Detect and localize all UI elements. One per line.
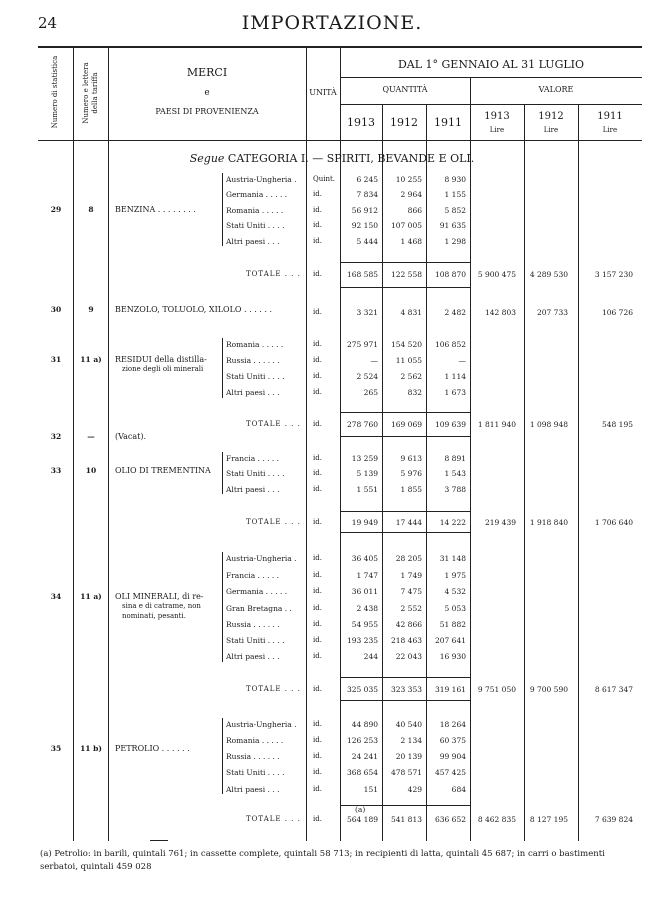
period-rule bbox=[340, 77, 642, 78]
merci-header: MERCI bbox=[186, 66, 228, 79]
qty-1912-cell: 478 571 bbox=[390, 768, 422, 777]
qty-1913-cell: 193 235 bbox=[346, 636, 378, 645]
qty-1912-cell: 5 976 bbox=[400, 469, 422, 478]
qty-1912-cell: 9 613 bbox=[400, 454, 422, 463]
qty-1913-cell: 24 241 bbox=[351, 752, 378, 761]
total-underline bbox=[340, 287, 470, 288]
value-1913-cell: 142 803 bbox=[484, 308, 516, 317]
tariff-8: 8 bbox=[88, 205, 94, 214]
unit-cell: id. bbox=[313, 190, 322, 198]
country-name: Francia . . . . . bbox=[226, 571, 280, 580]
group-bracket bbox=[222, 452, 223, 494]
value-1911-cell: 106 726 bbox=[601, 308, 633, 317]
country-name: Russia . . . . . . bbox=[226, 620, 280, 629]
item-benzolo: BENZOLO, TOLUOLO, XILOLO . . . . . . bbox=[115, 305, 272, 314]
country-name: Altri paesi . . . bbox=[226, 388, 280, 397]
unit-cell: id. bbox=[313, 237, 322, 245]
qty-1912-cell: 1 855 bbox=[400, 485, 422, 494]
country-name: Austria-Ungheria . bbox=[226, 554, 297, 563]
value-1911-cell: 548 195 bbox=[601, 420, 633, 429]
total-label: TOTALE . . . bbox=[246, 420, 301, 428]
merci-e: e bbox=[204, 88, 210, 98]
qty-1912-cell: 2 964 bbox=[400, 190, 422, 199]
qty-1911-cell: 684 bbox=[451, 785, 466, 794]
unit-cell: id. bbox=[313, 620, 322, 628]
unit-cell: id. bbox=[313, 454, 322, 462]
item-vacat: (Vacat). bbox=[115, 432, 147, 441]
qty-1911-cell: 4 532 bbox=[444, 587, 466, 596]
value-1911-cell: 8 617 347 bbox=[594, 685, 633, 694]
qty-1912-cell: 1 749 bbox=[400, 571, 422, 580]
col-divider-1 bbox=[73, 46, 74, 841]
country-name: Stati Uniti . . . . bbox=[226, 469, 285, 478]
value-1911-cell: 1 706 640 bbox=[594, 518, 633, 527]
footnote-line-1: (a) Petrolio: in barili, quintali 761; in cassette complete, quintali 58 713; in recipienti di latta, quintali 45 687; in carri o bastimenti bbox=[40, 849, 605, 859]
qty-1911-cell: 1 543 bbox=[444, 469, 466, 478]
qty-1911-cell: 51 882 bbox=[439, 620, 466, 629]
qty-1912-cell: 2 134 bbox=[400, 736, 422, 745]
item-petrolio: PETROLIO . . . . . . bbox=[115, 744, 190, 753]
qty-1911-cell: 1 155 bbox=[444, 190, 466, 199]
tariff-11a-residui: 11 a) bbox=[80, 355, 102, 364]
group-bracket bbox=[222, 718, 223, 794]
total-rule bbox=[340, 412, 470, 413]
qty-1913-cell: — bbox=[370, 356, 378, 365]
col-divider-3 bbox=[306, 46, 307, 841]
qty-1913-cell: 278 760 bbox=[346, 420, 378, 429]
item-residui-line2: zione degli oli minerali bbox=[122, 365, 204, 373]
total-label: TOTALE . . . bbox=[246, 815, 301, 823]
qty-1912-cell: 122 558 bbox=[390, 270, 422, 279]
unit-cell: id. bbox=[313, 221, 322, 229]
total-underline bbox=[340, 532, 470, 533]
qty-1912-cell: 429 bbox=[407, 785, 422, 794]
lire-label-1912: Lire bbox=[543, 126, 559, 134]
country-name: Romania . . . . . bbox=[226, 340, 284, 349]
country-name: Germania . . . . . bbox=[226, 190, 288, 199]
country-name: Altri paesi . . . bbox=[226, 237, 280, 246]
unit-cell: id. bbox=[313, 340, 322, 348]
stat-number-31: 31 bbox=[50, 355, 62, 364]
qty-1913-cell: 151 bbox=[363, 785, 378, 794]
country-name: Altri paesi . . . bbox=[226, 785, 280, 794]
qty-year-1913: 1913 bbox=[347, 116, 375, 129]
value-1912-cell: 8 127 195 bbox=[529, 815, 568, 824]
qty-1912-cell: 2 552 bbox=[400, 604, 422, 613]
qty-1913-cell: 54 955 bbox=[351, 620, 378, 629]
qty-1912-cell: 7 475 bbox=[400, 587, 422, 596]
qty-1911-cell: 8 930 bbox=[444, 175, 466, 184]
tariff-9: 9 bbox=[88, 305, 94, 314]
country-name: Altri paesi . . . bbox=[226, 652, 280, 661]
item-residui: RESIDUI della distilla- bbox=[115, 355, 207, 364]
col-divider-9 bbox=[578, 104, 579, 841]
tariff-header-line2: della tariffa bbox=[91, 72, 99, 114]
country-name: Romania . . . . . bbox=[226, 206, 284, 215]
qty-1913-cell: 1 747 bbox=[356, 571, 378, 580]
unit-cell: id. bbox=[313, 518, 322, 526]
country-name: Stati Uniti . . . . bbox=[226, 636, 285, 645]
total-rule bbox=[340, 511, 470, 512]
qty-1912-cell: 20 139 bbox=[395, 752, 422, 761]
years-rule bbox=[340, 104, 642, 105]
qty-1911-cell: 457 425 bbox=[434, 768, 466, 777]
qty-1911-cell: 5 852 bbox=[444, 206, 466, 215]
value-1913-cell: 1 811 940 bbox=[477, 420, 516, 429]
qty-1911-cell: 31 148 bbox=[439, 554, 466, 563]
unit-cell: id. bbox=[313, 768, 322, 776]
qty-1912-cell: 1 468 bbox=[400, 237, 422, 246]
stat-number-header: Numero di statistica bbox=[51, 55, 59, 129]
country-name: Germania . . . . . bbox=[226, 587, 288, 596]
unit-cell: id. bbox=[313, 720, 322, 728]
qty-1913-cell: 19 949 bbox=[351, 518, 378, 527]
qty-1913-cell: 13 259 bbox=[351, 454, 378, 463]
stat-number-34: 34 bbox=[50, 592, 62, 601]
qty-1913-cell: 5 139 bbox=[356, 469, 378, 478]
period-header: DAL 1° GENNAIO AL 31 LUGLIO bbox=[397, 58, 585, 71]
qty-1911-cell: 14 222 bbox=[439, 518, 466, 527]
qty-1912-cell: 40 540 bbox=[395, 720, 422, 729]
unit-cell: id. bbox=[313, 736, 322, 744]
qty-1913-cell: 7 834 bbox=[356, 190, 378, 199]
unit-cell: id. bbox=[313, 685, 322, 693]
qty-1913-cell: 36 405 bbox=[351, 554, 378, 563]
category-prefix: Segue bbox=[189, 152, 225, 165]
group-bracket bbox=[222, 173, 223, 246]
tariff-header bbox=[82, 52, 100, 134]
unit-cell: id. bbox=[313, 652, 322, 660]
lire-label-1911: Lire bbox=[602, 126, 618, 134]
qty-1911-cell: 16 930 bbox=[439, 652, 466, 661]
page-number: 24 bbox=[38, 14, 58, 32]
qty-1912-cell: 28 205 bbox=[395, 554, 422, 563]
qty-1911-cell: 91 635 bbox=[439, 221, 466, 230]
tariff-11a-oli: 11 a) bbox=[80, 592, 102, 601]
qty-1911-cell: 1 673 bbox=[444, 388, 466, 397]
col-divider-7 bbox=[470, 77, 471, 841]
qty-1911-cell: 1 114 bbox=[444, 372, 466, 381]
page-title: IMPORTAZIONE. bbox=[241, 12, 423, 34]
unit-cell: id. bbox=[313, 815, 322, 823]
country-name: Stati Uniti . . . . bbox=[226, 221, 285, 230]
category-name: CATEGORIA I. — SPIRITI, BEVANDE E OLI. bbox=[227, 152, 475, 165]
country-name: Austria-Ungheria . bbox=[226, 175, 297, 184]
country-name: Russia . . . . . . bbox=[226, 356, 280, 365]
qty-1913-cell: 2 438 bbox=[356, 604, 378, 613]
qty-1911-cell: 109 639 bbox=[434, 420, 466, 429]
val-year-1912: 1912 bbox=[538, 111, 564, 122]
total-label: TOTALE . . . bbox=[246, 685, 301, 693]
qty-1913-cell: 275 971 bbox=[346, 340, 378, 349]
qty-1913-cell: 265 bbox=[363, 388, 378, 397]
qty-1913-cell: 92 150 bbox=[351, 221, 378, 230]
total-underline bbox=[340, 700, 470, 701]
country-name: Romania . . . . . bbox=[226, 736, 284, 745]
qty-1912-cell: 541 813 bbox=[390, 815, 422, 824]
qty-1913-cell: 1 551 bbox=[356, 485, 378, 494]
qty-1912-cell: 4 831 bbox=[400, 308, 422, 317]
qty-1911-cell: 5 053 bbox=[444, 604, 466, 613]
qty-1913-cell: 2 524 bbox=[356, 372, 378, 381]
group-bracket bbox=[222, 338, 223, 398]
qty-1912-cell: 107 005 bbox=[390, 221, 422, 230]
stat-number-33: 33 bbox=[50, 466, 62, 475]
stat-number-30: 30 bbox=[50, 305, 62, 314]
country-name: Stati Uniti . . . . bbox=[226, 768, 285, 777]
unit-cell: id. bbox=[313, 571, 322, 579]
paesi-header: PAESI DI PROVENIENZA bbox=[155, 107, 259, 116]
footnote-rule bbox=[150, 840, 168, 841]
unit-cell: id. bbox=[313, 308, 322, 316]
value-1912-cell: 1 098 948 bbox=[529, 420, 568, 429]
unit-cell: id. bbox=[313, 356, 322, 364]
value-1912-cell: 207 733 bbox=[536, 308, 568, 317]
qty-1913-cell: 368 654 bbox=[346, 768, 378, 777]
qty-1911-cell: 1 975 bbox=[444, 571, 466, 580]
unit-cell: id. bbox=[313, 587, 322, 595]
footnote-line-2: serbatoi, quintali 459 028 bbox=[40, 862, 152, 872]
qty-1911-cell: 60 375 bbox=[439, 736, 466, 745]
qty-1911-cell: 3 788 bbox=[444, 485, 466, 494]
qty-1912-cell: 169 069 bbox=[390, 420, 422, 429]
group-bracket bbox=[222, 552, 223, 662]
item-oli-minerali: OLI MINERALI, di re- bbox=[115, 592, 204, 601]
value-1913-cell: 9 751 050 bbox=[477, 685, 516, 694]
qty-1911-cell: 18 264 bbox=[439, 720, 466, 729]
unit-cell: id. bbox=[313, 604, 322, 612]
col-divider-2 bbox=[108, 46, 109, 841]
total-underline bbox=[340, 436, 470, 437]
total-label: TOTALE . . . bbox=[246, 518, 301, 526]
valore-header: VALORE bbox=[538, 85, 574, 94]
qty-1912-cell: 17 444 bbox=[395, 518, 422, 527]
qty-1912-cell: 2 562 bbox=[400, 372, 422, 381]
unit-cell: id. bbox=[313, 485, 322, 493]
unit-cell: id. bbox=[313, 469, 322, 477]
qty-1912-cell: 42 866 bbox=[395, 620, 422, 629]
qty-1911-cell: 8 891 bbox=[444, 454, 466, 463]
qty-year-1912: 1912 bbox=[390, 116, 418, 129]
item-trementina: OLIO DI TREMENTINA bbox=[115, 466, 211, 475]
tariff-10: 10 bbox=[85, 466, 97, 475]
quantita-header: QUANTITÀ bbox=[382, 85, 428, 94]
country-name: Russia . . . . . . bbox=[226, 752, 280, 761]
qty-1913-cell: 564 189 bbox=[346, 815, 378, 824]
qty-1911-cell: 207 641 bbox=[434, 636, 466, 645]
total-rule bbox=[340, 262, 470, 263]
unit-cell: id. bbox=[313, 420, 322, 428]
category-heading bbox=[0, 152, 664, 165]
stat-number-35: 35 bbox=[50, 744, 62, 753]
item-benzina: BENZINA . . . . . . . . bbox=[115, 205, 196, 214]
country-name: Altri paesi . . . bbox=[226, 485, 280, 494]
qty-1912-cell: 154 520 bbox=[390, 340, 422, 349]
unit-cell: id. bbox=[313, 554, 322, 562]
country-name: Stati Uniti . . . . bbox=[226, 372, 285, 381]
qty-1913-cell: 3 321 bbox=[356, 308, 378, 317]
country-name: Gran Bretagna . . bbox=[226, 604, 292, 613]
value-1911-cell: 3 157 230 bbox=[594, 270, 633, 279]
tariff-11b: 11 b) bbox=[80, 744, 102, 753]
qty-1913-cell: 325 035 bbox=[346, 685, 378, 694]
value-1912-cell: 1 918 840 bbox=[529, 518, 568, 527]
qty-1913-cell: 44 890 bbox=[351, 720, 378, 729]
qty-1912-cell: 218 463 bbox=[390, 636, 422, 645]
unit-cell: id. bbox=[313, 636, 322, 644]
country-name: Francia . . . . . bbox=[226, 454, 280, 463]
stat-number-32: 32 bbox=[50, 432, 62, 441]
val-year-1911: 1911 bbox=[597, 111, 623, 122]
qty-year-1911: 1911 bbox=[434, 116, 462, 129]
val-year-1913: 1913 bbox=[484, 111, 510, 122]
col-divider-8 bbox=[524, 104, 525, 841]
qty-1911-cell: 108 870 bbox=[434, 270, 466, 279]
qty-1913-cell: 126 253 bbox=[346, 736, 378, 745]
qty-1912-cell: 10 255 bbox=[395, 175, 422, 184]
qty-1911-cell: 106 852 bbox=[434, 340, 466, 349]
value-1912-cell: 9 700 590 bbox=[529, 685, 568, 694]
qty-1913-cell: 244 bbox=[363, 652, 378, 661]
lire-label-1913: Lire bbox=[489, 126, 505, 134]
qty-1913-cell: 6 245 bbox=[356, 175, 378, 184]
note-marker: (a) bbox=[355, 805, 366, 814]
item-oli-minerali-line3: nominati, pesanti. bbox=[122, 612, 186, 620]
qty-1913-cell: 168 585 bbox=[346, 270, 378, 279]
qty-1912-cell: 866 bbox=[407, 206, 422, 215]
value-1913-cell: 219 439 bbox=[484, 518, 516, 527]
total-label: TOTALE . . . bbox=[246, 270, 301, 278]
qty-1911-cell: 319 161 bbox=[434, 685, 466, 694]
qty-1913-cell: 36 011 bbox=[351, 587, 378, 596]
qty-1912-cell: 22 043 bbox=[395, 652, 422, 661]
unit-cell: id. bbox=[313, 388, 322, 396]
unit-cell: id. bbox=[313, 752, 322, 760]
country-name: Austria-Ungheria . bbox=[226, 720, 297, 729]
tariff-vacat: — bbox=[87, 432, 95, 441]
unit-cell: id. bbox=[313, 270, 322, 278]
qty-1911-cell: 636 652 bbox=[434, 815, 466, 824]
total-rule bbox=[340, 677, 470, 678]
unita-header: UNITÀ bbox=[309, 88, 337, 97]
qty-1913-cell: 5 444 bbox=[356, 237, 378, 246]
unit-cell: id. bbox=[313, 785, 322, 793]
qty-1911-cell: 2 482 bbox=[444, 308, 466, 317]
qty-1912-cell: 11 055 bbox=[395, 356, 422, 365]
qty-1911-cell: 99 904 bbox=[439, 752, 466, 761]
value-1911-cell: 7 639 824 bbox=[594, 815, 633, 824]
unit-cell: id. bbox=[313, 372, 322, 380]
unit-cell: Quint. bbox=[313, 175, 336, 183]
qty-1911-cell: 1 298 bbox=[444, 237, 466, 246]
unit-cell: id. bbox=[313, 206, 322, 214]
item-oli-minerali-line2: sina e di catrame, non bbox=[122, 602, 201, 610]
stat-number-29: 29 bbox=[50, 205, 62, 214]
qty-1912-cell: 832 bbox=[407, 388, 422, 397]
value-1913-cell: 5 900 475 bbox=[477, 270, 516, 279]
value-1912-cell: 4 289 530 bbox=[529, 270, 568, 279]
qty-1911-cell: — bbox=[458, 356, 466, 365]
qty-1913-cell: 56 912 bbox=[351, 206, 378, 215]
tariff-header-line1: Numero e lettera bbox=[82, 62, 90, 124]
qty-1912-cell: 323 353 bbox=[390, 685, 422, 694]
value-1913-cell: 8 462 835 bbox=[477, 815, 516, 824]
